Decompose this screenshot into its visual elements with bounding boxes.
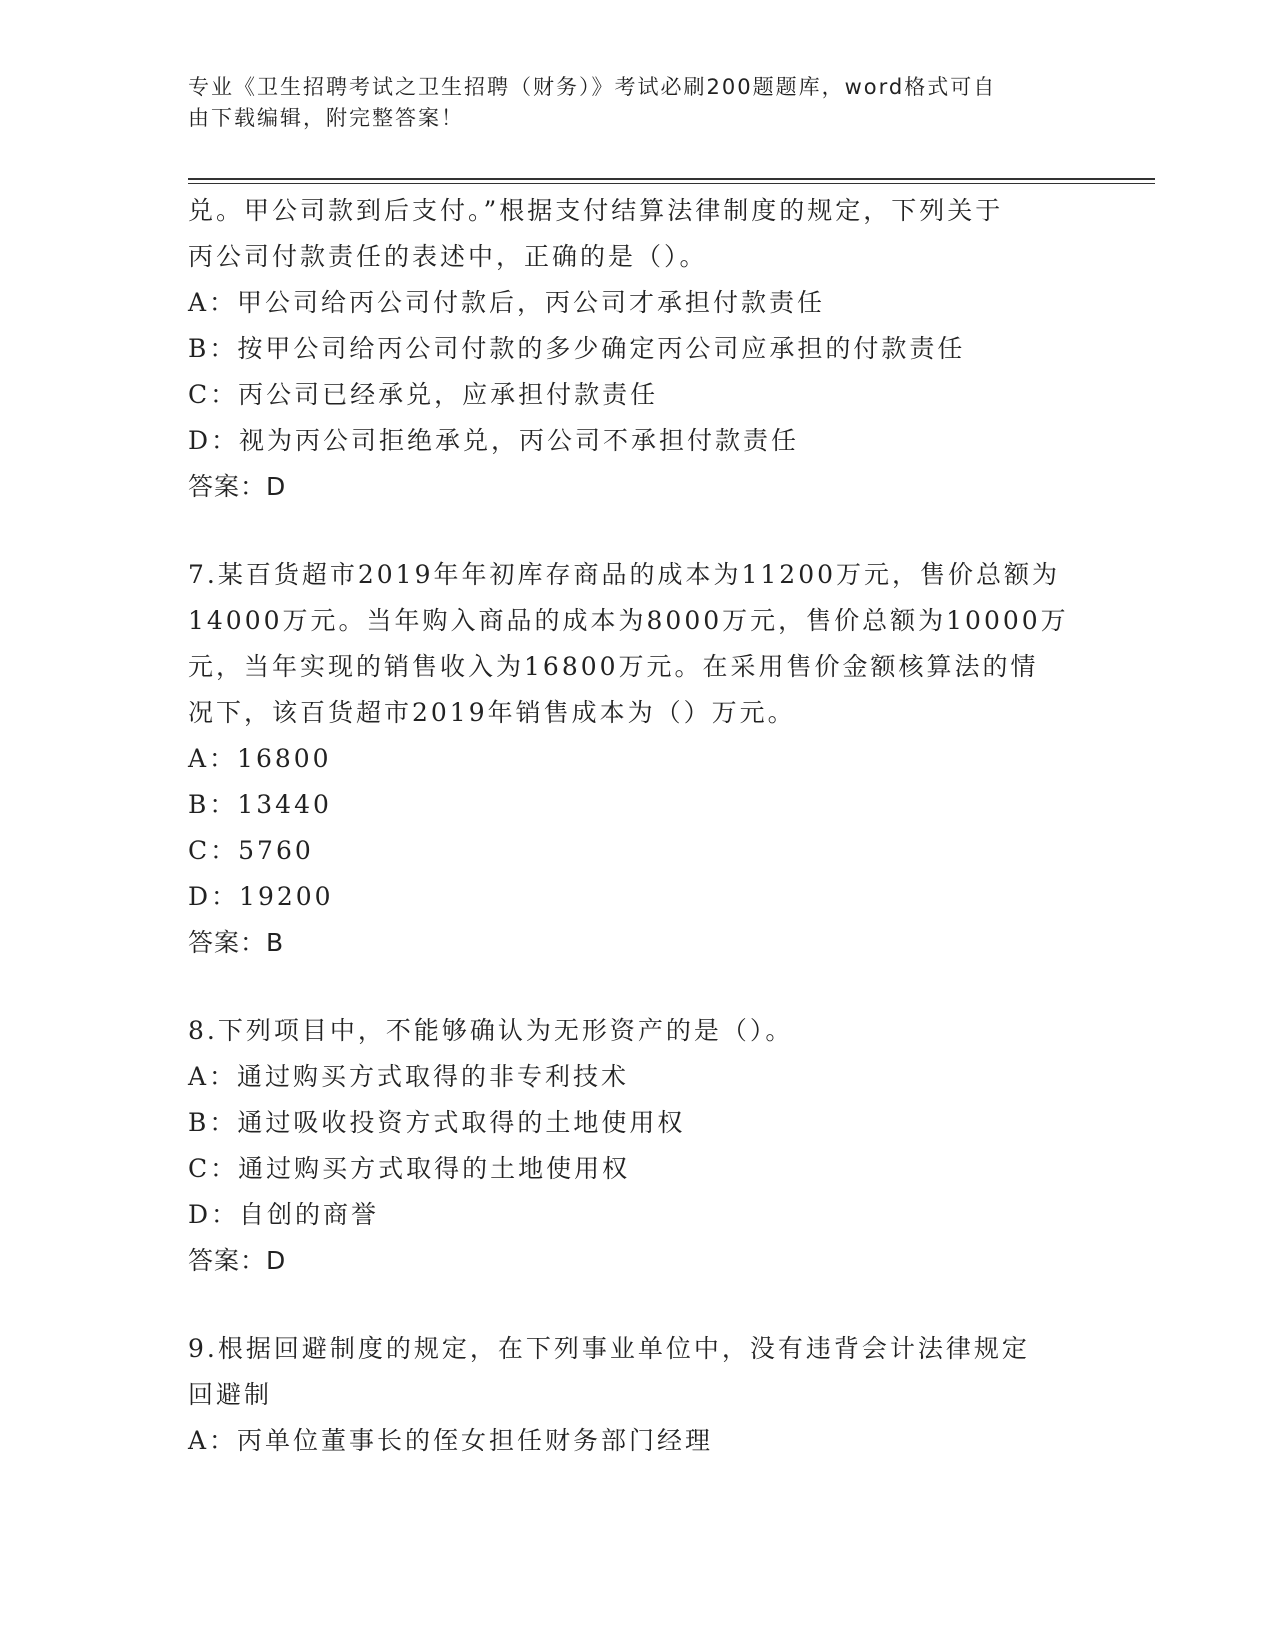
question-stem-line: 况下，该百货超市2019年销售成本为（）万元。: [188, 698, 796, 727]
option-b: B：通过吸收投资方式取得的土地使用权: [188, 1108, 686, 1137]
option-a: A：丙单位董事长的侄女担任财务部门经理: [188, 1426, 714, 1455]
question-8: [188, 1008, 1088, 1284]
question-stem-line: 9.根据回避制度的规定，在下列事业单位中，没有违背会计法律规定: [188, 1334, 1030, 1363]
question-stem-line: 回避制: [188, 1380, 273, 1409]
option-b: B：按甲公司给丙公司付款的多少确定丙公司应承担的付款责任: [188, 334, 966, 363]
question-stem-line: 7.某百货超市2019年年初库存商品的成本为11200万元，售价总额为: [188, 560, 1061, 589]
header-title-line-1: 专业《卫生招聘考试之卫生招聘（财务）》考试必刷200题题库，word格式可自: [188, 75, 997, 99]
question-stem-line: 丙公司付款责任的表述中，正确的是（）。: [188, 242, 708, 271]
option-d: D：19200: [188, 882, 334, 911]
option-a: A：通过购买方式取得的非专利技术: [188, 1062, 630, 1091]
question-stem-line: 8.下列项目中，不能够确认为无形资产的是（）。: [188, 1016, 794, 1045]
option-b: B：13440: [188, 790, 332, 819]
option-c: C：丙公司已经承兑，应承担付款责任: [188, 380, 659, 409]
answer-line: 答案：D: [188, 1246, 287, 1275]
question-9: [188, 1326, 1088, 1464]
header-divider-thick: [188, 178, 1155, 180]
question-stem-line: 兑。甲公司款到后支付。”根据支付结算法律制度的规定，下列关于: [188, 196, 1004, 225]
question-7: [188, 552, 1088, 966]
option-a: A：16800: [188, 744, 332, 773]
answer-line: 答案：B: [188, 928, 285, 957]
option-d: D：视为丙公司拒绝承兑，丙公司不承担付款责任: [188, 426, 800, 455]
answer-line: 答案：D: [188, 472, 287, 501]
document-header: [188, 72, 1068, 134]
question-stem-line: 元，当年实现的销售收入为16800万元。在采用售价金额核算法的情: [188, 652, 1039, 681]
document-body: [188, 188, 1088, 1464]
option-d: D：自创的商誉: [188, 1200, 380, 1229]
option-c: C：5760: [188, 836, 314, 865]
header-divider-thin: [188, 183, 1155, 184]
option-a: A：甲公司给丙公司付款后，丙公司才承担付款责任: [188, 288, 826, 317]
question-6: [188, 188, 1088, 510]
option-c: C：通过购买方式取得的土地使用权: [188, 1154, 631, 1183]
question-stem-line: 14000万元。当年购入商品的成本为8000万元，售价总额为10000万: [188, 606, 1069, 635]
header-title-line-2: 由下载编辑，附完整答案！: [188, 106, 464, 130]
